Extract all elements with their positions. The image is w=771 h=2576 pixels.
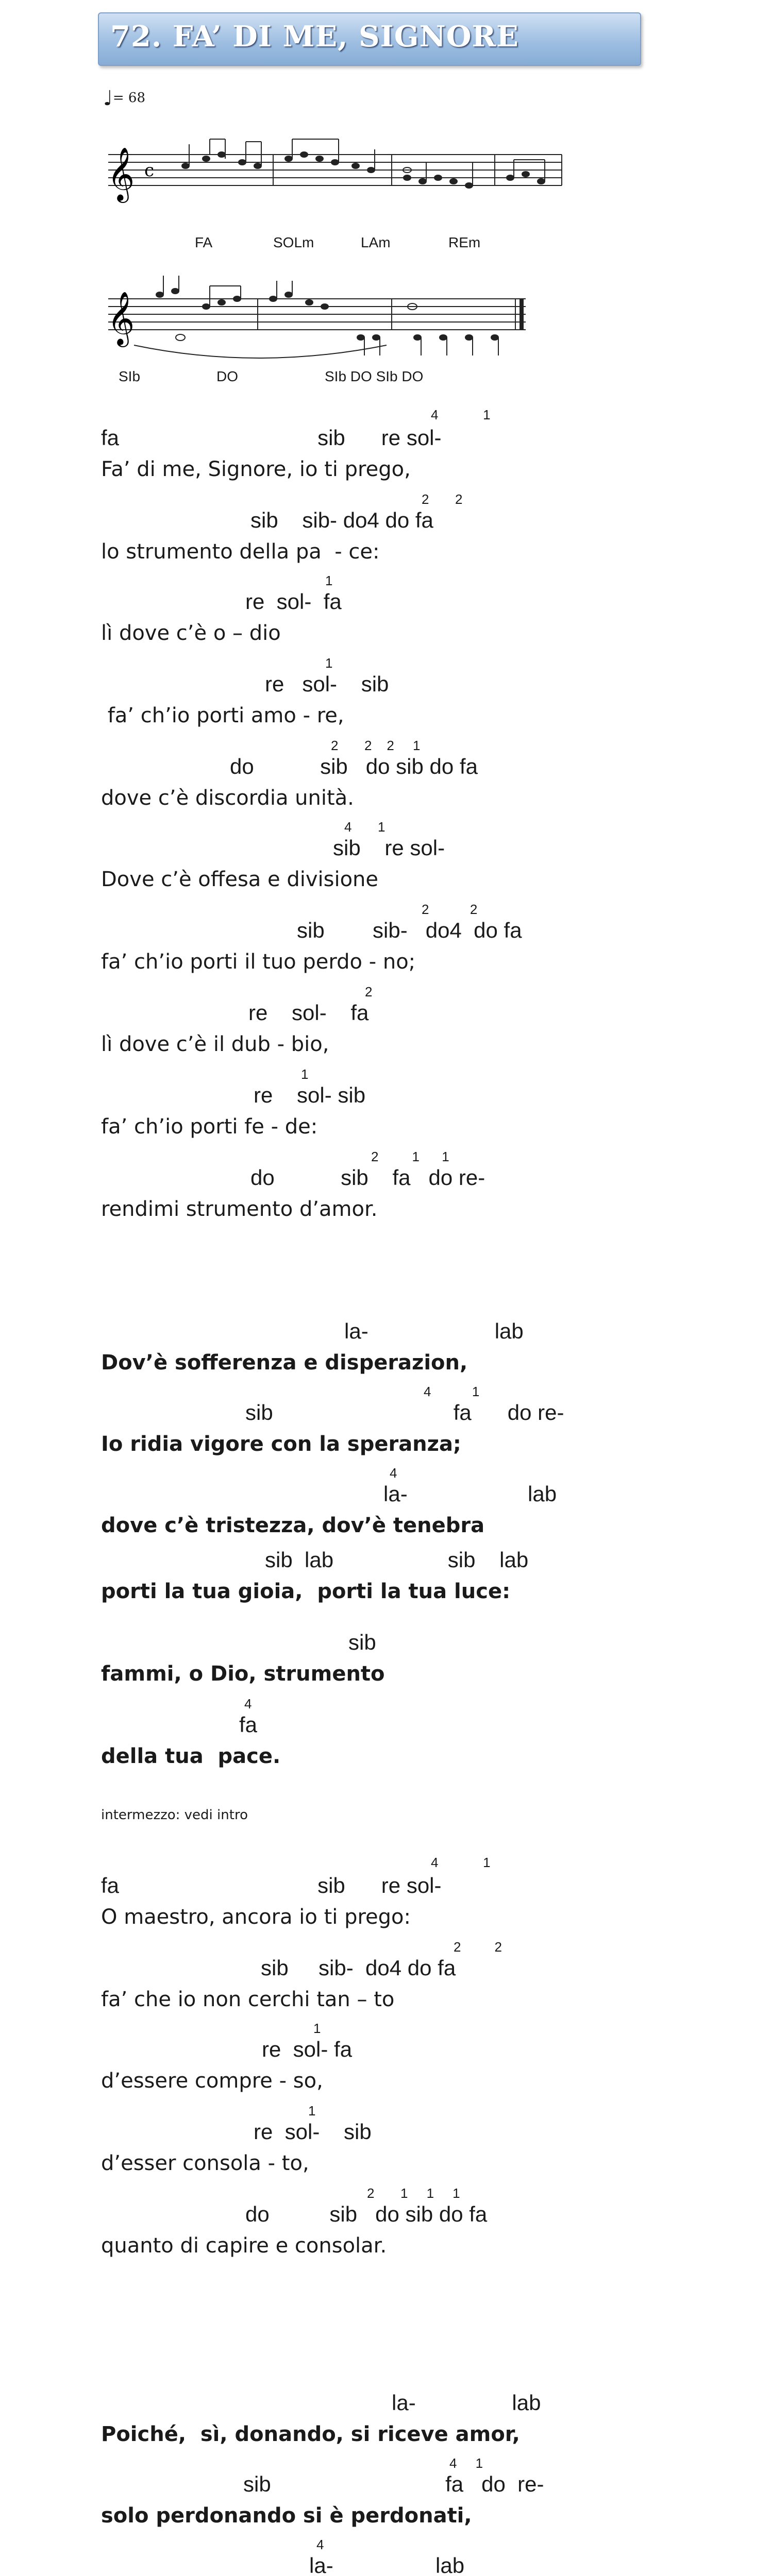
chord-line: do sib do sib do fa	[230, 754, 478, 778]
svg-text:c: c	[144, 160, 155, 181]
staff2-chord: DO	[216, 368, 238, 384]
lyric-line: della tua pace.	[101, 1744, 281, 1768]
tempo-marking	[103, 87, 145, 110]
quarter-note-icon: ♩	[103, 87, 113, 110]
verse-2	[101, 1855, 694, 2318]
lyric-line: solo perdonando si è perdonati,	[101, 2504, 472, 2528]
chord-line: la- lab	[392, 2391, 541, 2415]
chord-line: fa	[239, 1713, 258, 1737]
chord-line: sib sib- do4 do fa	[250, 508, 433, 532]
lyric-line: quanto di capire e consolar.	[101, 2234, 387, 2258]
lyric-line: fa’ ch’io porti il tuo perdo - no;	[101, 950, 416, 974]
fingering-line: 2 2	[454, 1939, 502, 1955]
verse-1	[101, 407, 694, 1242]
chord-line: re sol- fa	[245, 589, 342, 614]
chord-line: la- lab	[383, 1482, 557, 1506]
fingering-line: 1	[325, 573, 333, 588]
intermezzo-note: intermezzo: vedi intro	[101, 1807, 248, 1823]
fingering-line: 4 1	[431, 407, 491, 422]
lyric-line: lì dove c’è o – dio	[101, 621, 281, 645]
lyric-line: lo strumento della pa - ce:	[101, 540, 380, 564]
fingering-line: 2 1 1	[371, 1149, 449, 1164]
lyric-line: fa’ che io non cerchi tan – to	[101, 1988, 395, 2011]
fingering-line: 4 1	[449, 2455, 483, 2471]
chorus-1	[101, 1319, 694, 1793]
lyric-line: fammi, o Dio, strumento	[101, 1662, 385, 1686]
fingering-line: 4	[390, 1465, 397, 1481]
fingering-line: 2 2	[422, 492, 463, 507]
fingering-line: 4 1	[344, 819, 386, 835]
fingering-line: 1	[325, 655, 333, 671]
lyric-line: dove c’è discordia unità.	[101, 786, 354, 810]
lyric-line: rendimi strumento d’amor.	[101, 1197, 378, 1221]
chord-line: sib lab sib lab	[265, 1548, 529, 1572]
treble-clef-icon: 𝄞	[107, 147, 135, 201]
lyric-line: lì dove c’è il dub - bio,	[101, 1032, 329, 1056]
chord-line: fa sib re sol-	[101, 426, 442, 450]
fingering-line: 2 2 2 1	[331, 738, 421, 753]
lyric-line: d’esser consola - to,	[101, 2151, 309, 2175]
fingering-line: 4 1	[431, 1855, 491, 1870]
chord-line: fa sib re sol-	[101, 1873, 442, 1897]
chord-line: sib sib- do4 do fa	[297, 918, 522, 942]
staff2-chord: SIb DO SIb DO	[325, 368, 424, 384]
lyric-line: Dove c’è offesa e divisione	[101, 868, 379, 891]
chorus-2	[101, 2391, 694, 2576]
lyric-line: Fa’ di me, Signore, io ti prego,	[101, 457, 411, 481]
fingering-line: 1	[301, 1066, 309, 1082]
chord-line: re sol- sib	[265, 672, 389, 696]
lyric-line: fa’ ch’io porti fe - de:	[101, 1115, 318, 1139]
staff1-chord: REm	[448, 234, 481, 250]
staff1-chord: LAm	[361, 234, 391, 250]
chord-line: re sol- fa	[248, 1001, 369, 1025]
fingering-line: 1	[308, 2103, 316, 2119]
fingering-line: 4 1	[424, 1384, 480, 1399]
lyric-line: Dov’è sofferenza e disperazion,	[101, 1351, 468, 1375]
staff1-chord: SOLm	[273, 234, 314, 250]
chord-line: sib	[348, 1630, 376, 1654]
chord-line: re sol- sib	[254, 2120, 372, 2144]
lyric-line: d’essere compre - so,	[101, 2069, 323, 2093]
chord-line: sib sib- do4 do fa	[261, 1956, 456, 1980]
staff2-chord: SIb	[119, 368, 141, 384]
chord-line: do sib do sib do fa	[245, 2202, 488, 2226]
song-title: 72. FA’ DI ME, SIGNORE	[110, 20, 519, 54]
music-staff-1	[103, 118, 567, 237]
fingering-line: 2 2	[422, 902, 478, 917]
treble-clef-icon: 𝄞	[107, 291, 135, 345]
lyric-line: dove c’è tristezza, dov’è tenebra	[101, 1514, 485, 1537]
fingering-line: 1	[313, 2021, 321, 2036]
lyric-line: O maestro, ancora io ti prego:	[101, 1905, 411, 1929]
chord-line: sib fa do re-	[243, 2472, 544, 2496]
lyric-line: Io ridia vigore con la speranza;	[101, 1432, 461, 1456]
fingering-line: 2 1 1 1	[367, 2185, 460, 2201]
chord-line: do sib fa do re-	[250, 1165, 485, 1190]
fingering-line: 4	[244, 1696, 252, 1711]
chord-line: re sol- sib	[254, 1083, 366, 1107]
fingering-line: 4	[316, 2537, 324, 2552]
tempo-value: = 68	[112, 90, 146, 106]
chord-line: sib re sol-	[333, 836, 445, 860]
chord-line: re sol- fa	[262, 2037, 353, 2061]
chord-line: sib fa do re-	[245, 1400, 564, 1425]
lyric-line: fa’ ch’io porti amo - re,	[101, 704, 344, 727]
chord-line: la- lab	[309, 2553, 465, 2576]
fingering-line: 2	[365, 984, 373, 999]
lyric-line: porti la tua gioia, porti la tua luce:	[101, 1580, 511, 1603]
music-staff-2	[103, 268, 531, 386]
title-banner	[98, 12, 641, 66]
lyric-line: Poiché, sì, donando, si riceve amor,	[101, 2422, 520, 2446]
staff1-chord: FA	[195, 234, 213, 250]
chord-line: la- lab	[344, 1319, 524, 1343]
